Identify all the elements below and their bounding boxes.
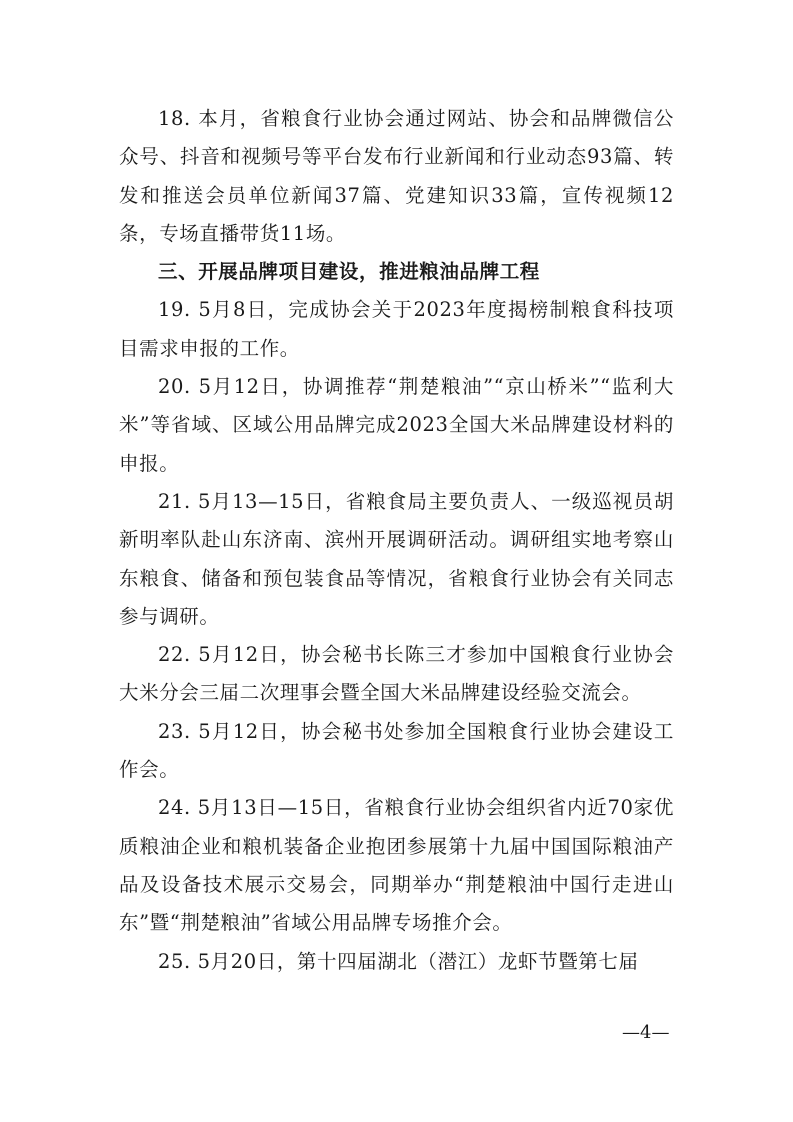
page-number: —4— bbox=[622, 1022, 670, 1043]
paragraph-23: 23. 5月12日，协会秘书处参加全国粮食行业协会建设工作会。 bbox=[119, 719, 674, 782]
paragraph-24: 24. 5月13日—15日，省粮食行业协会组织省内近70家优质粮油企业和粮机装备企业抱团参展第十九届中国国际粮油产品及设备技术展示交易会，同期举办“荆楚粮油中国行走进山东”暨“荆楚粮油”省域公用品牌专场推介会。 bbox=[119, 796, 674, 935]
paragraph-18: 18. 本月，省粮食行业协会通过网站、协会和品牌微信公众号、抖音和视频号等平台发布行业新闻和行业动态93篇、转发和推送会员单位新闻37篇、党建知识33篇，宣传视频12条，专场直播带货11场。 bbox=[119, 107, 674, 245]
paragraph-25: 25. 5月20日，第十四届湖北（潜江）龙虾节暨第七届 bbox=[158, 949, 639, 973]
paragraph-21: 21. 5月13—15日，省粮食局主要负责人、一级巡视员胡新明率队赴山东济南、滨州开展调研活动。调研组实地考察山东粮食、储备和预包装食品等情况，省粮食行业协会有关同志参与调研。 bbox=[119, 489, 674, 628]
paragraph-22: 22. 5月12日，协会秘书长陈三才参加中国粮食行业协会大米分会三届二次理事会暨全国大米品牌建设经验交流会。 bbox=[119, 643, 674, 705]
paragraph-19: 19. 5月8日，完成协会关于2023年度揭榜制粮食科技项目需求申报的工作。 bbox=[119, 298, 674, 360]
document-body bbox=[119, 100, 674, 981]
paragraph-20: 20. 5月12日，协调推荐“荆楚粮油”“京山桥米”“监利大米”等省域、区域公用品牌完成2023全国大米品牌建设材料的申报。 bbox=[119, 375, 674, 475]
section-heading-3: 三、开展品牌项目建设，推进粮油品牌工程 bbox=[158, 260, 540, 284]
